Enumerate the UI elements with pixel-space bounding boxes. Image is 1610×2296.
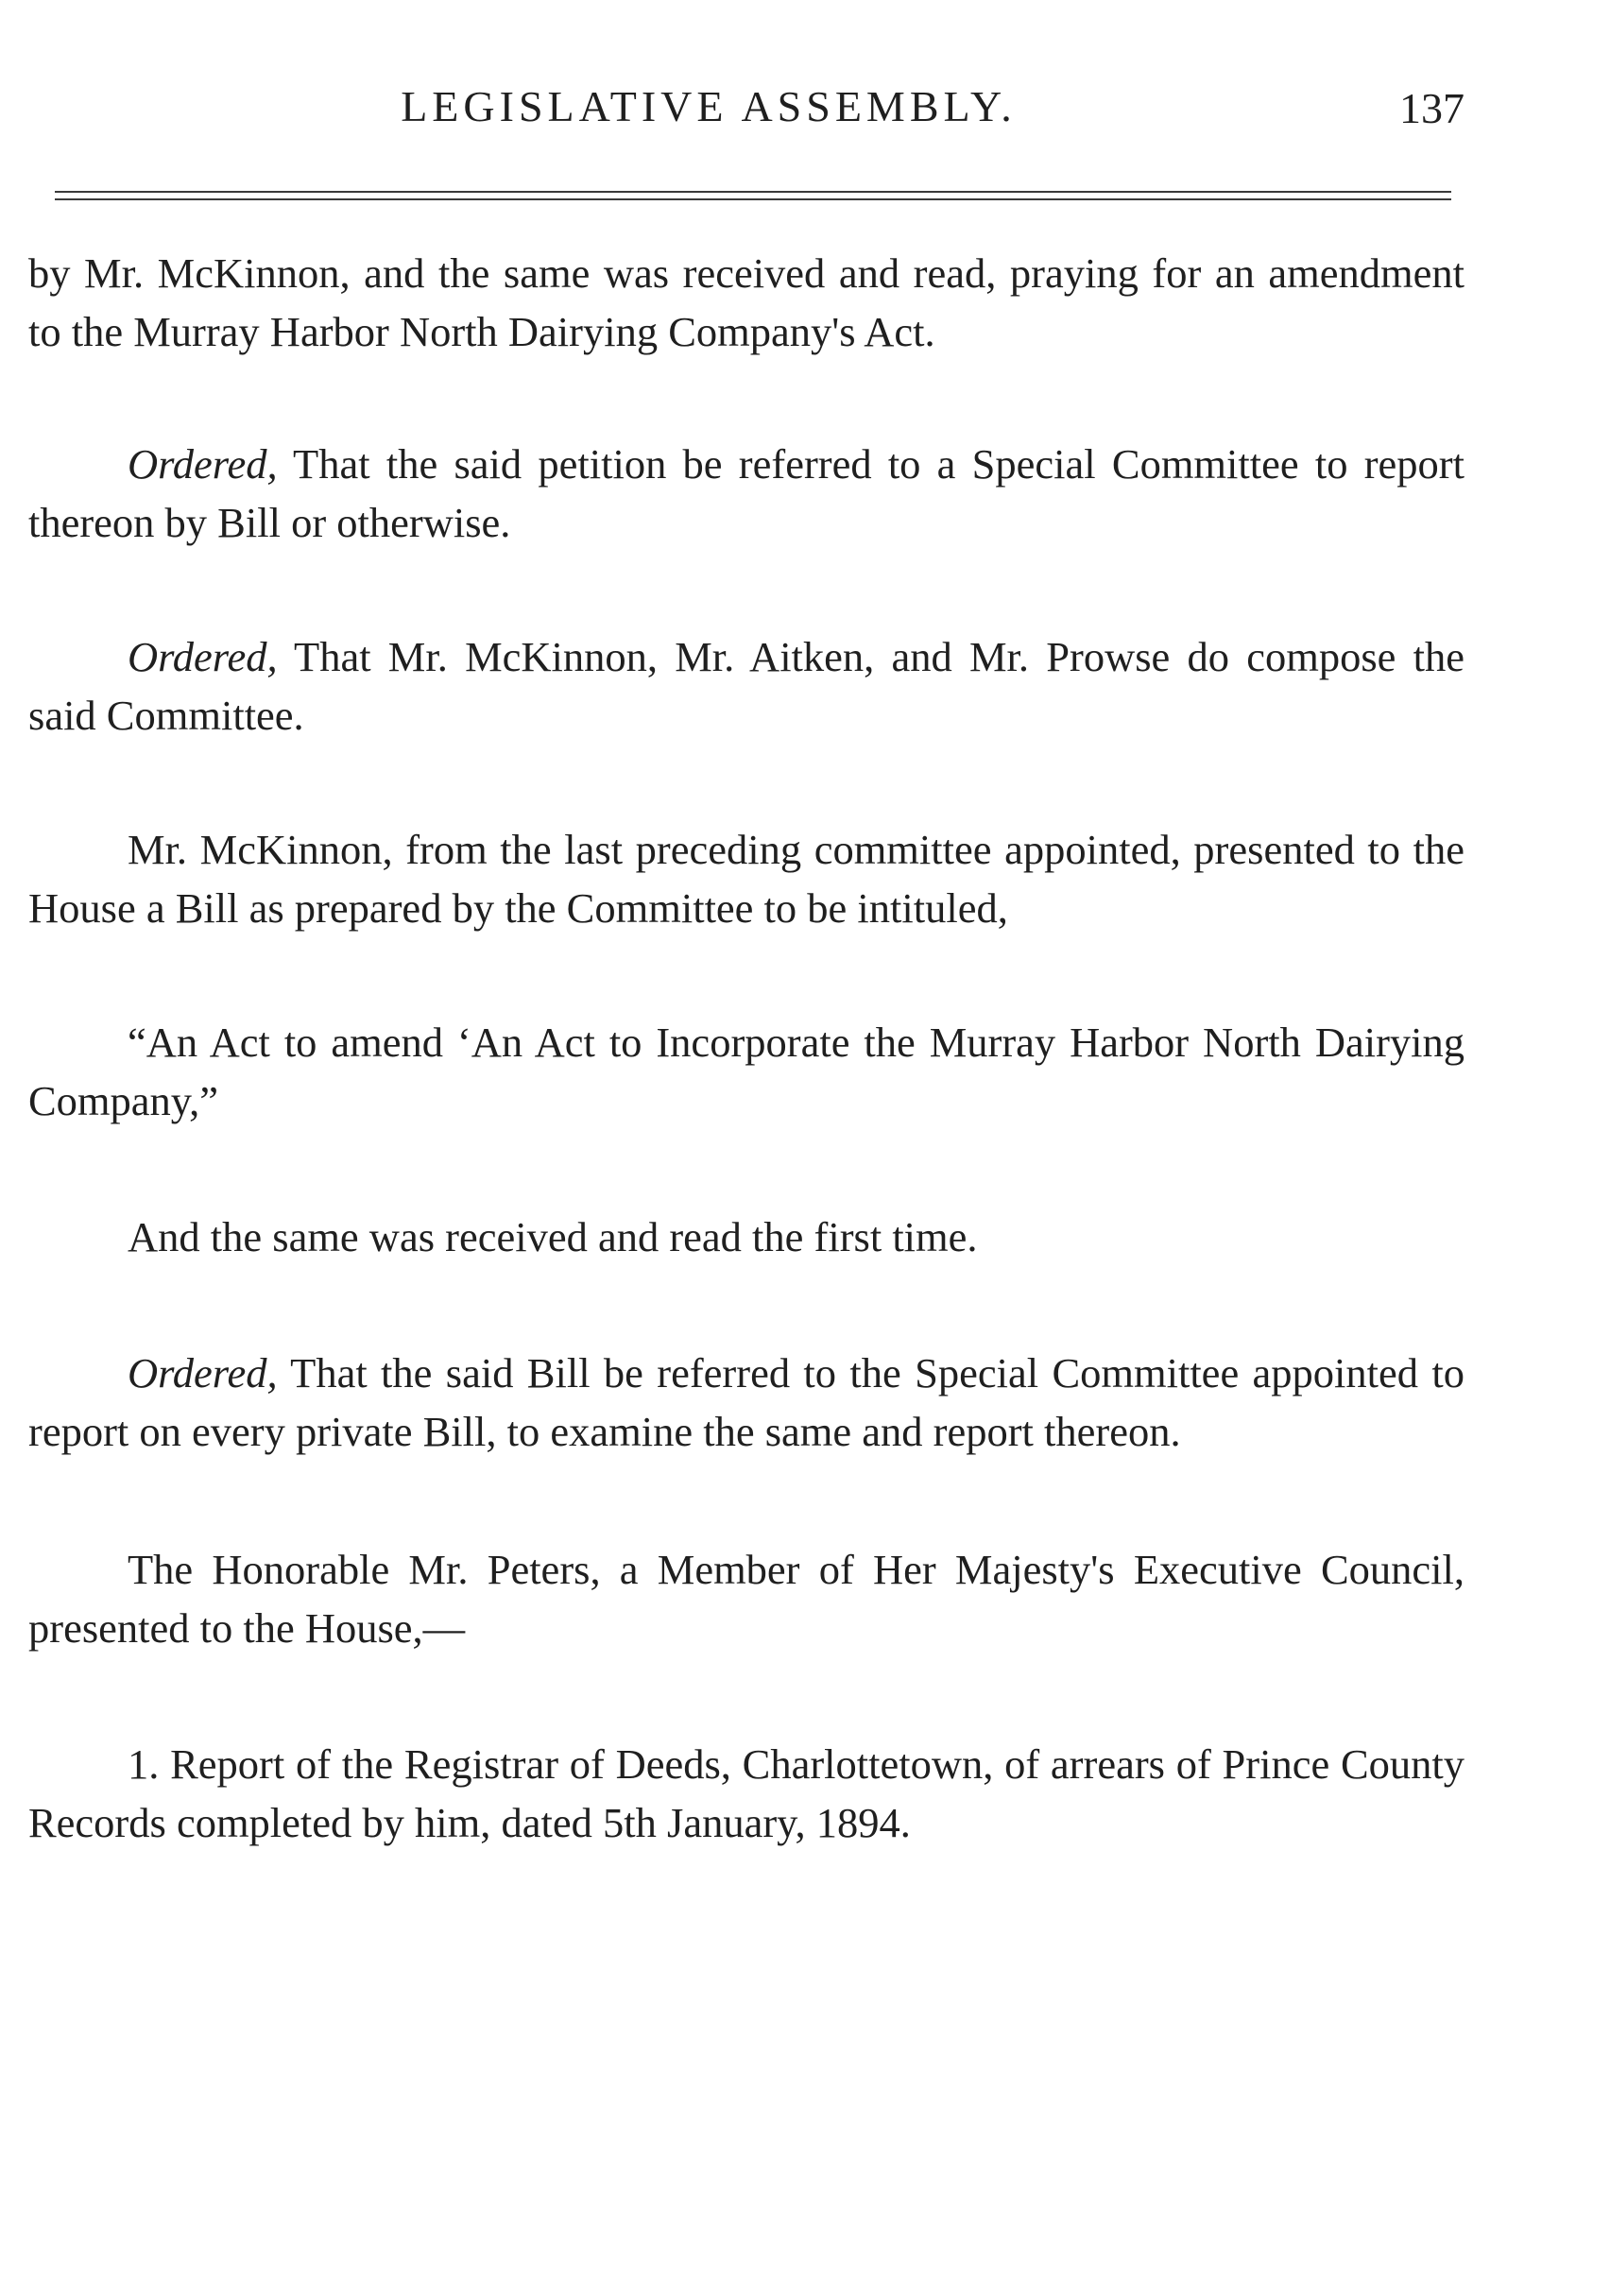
paragraph-text: “An Act to amend ‘An Act to Incorporate the Murray Harbor North Dairying Company,”	[28, 1019, 1464, 1124]
body-text	[28, 244, 1464, 1852]
paragraph-text: 1. Report of the Registrar of Deeds, Charlottetown, of arrears of Prince County Records completed by him, dated 5th January, 1894.	[28, 1740, 1464, 1846]
paragraph-bill-presented	[28, 820, 1464, 937]
header-double-rule	[55, 191, 1451, 200]
paragraph-ordered-referral	[28, 435, 1464, 552]
paragraph-text: That Mr. McKinnon, Mr. Aitken, and Mr. Prowse do compose the said Committee.	[28, 633, 1464, 739]
paragraph-petition-continued	[28, 244, 1464, 361]
paragraph-lead: Ordered,	[128, 1349, 278, 1396]
paragraph-ordered-committee	[28, 627, 1464, 745]
paragraph-text: And the same was received and read the first time.	[128, 1213, 978, 1260]
paragraph-report-registrar	[28, 1735, 1464, 1852]
paragraph-peters-presented	[28, 1540, 1464, 1657]
paragraph-first-reading	[28, 1208, 1464, 1266]
running-title: LEGISLATIVE ASSEMBLY.	[401, 82, 1017, 130]
paragraph-ordered-examine	[28, 1344, 1464, 1461]
paragraph-lead: Ordered,	[128, 440, 278, 488]
paragraph-text: That the said Bill be referred to the Special Committee appointed to report on every private Bill, to examine the same and report thereon.	[28, 1349, 1464, 1455]
paragraph-bill-title	[28, 1013, 1464, 1130]
page-number: 137	[1399, 84, 1464, 132]
paragraph-text: The Honorable Mr. Peters, a Member of Her Majesty's Executive Council, presented to the House,—	[28, 1546, 1464, 1652]
paragraph-text: by Mr. McKinnon, and the same was received and read, praying for an amendment to the Murray Harbor North Dairying Company's Act.	[28, 249, 1464, 355]
paragraph-text: Mr. McKinnon, from the last preceding committee appointed, presented to the House a Bill as prepared by the Committee to be intituled,	[28, 826, 1464, 932]
paragraph-lead: Ordered,	[128, 633, 278, 680]
paragraph-text: That the said petition be referred to a Special Committee to report thereon by Bill or otherwise.	[28, 440, 1464, 546]
page-header	[0, 81, 1610, 147]
